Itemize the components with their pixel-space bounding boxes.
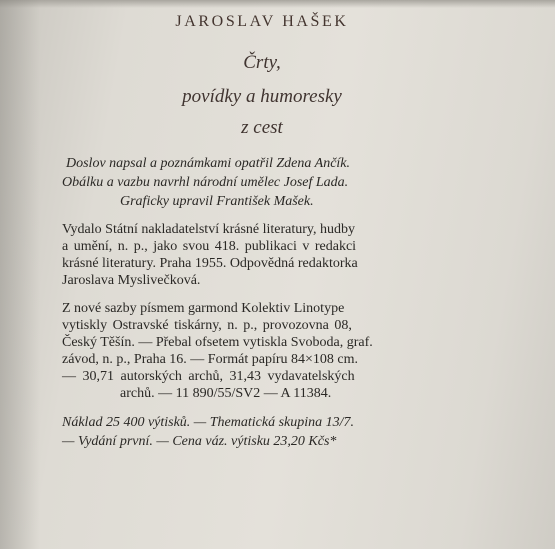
credits-line: Graficky upravil František Mašek. — [120, 194, 314, 209]
title-line-3: z cest — [241, 117, 283, 138]
publisher-line: a umění, n. p., jako svou 418. publikaci v redakci — [62, 239, 357, 254]
edition-line: Náklad 25 400 výtisků. — Thematická skupina 13/7. — [62, 415, 355, 430]
printing-line: vytiskly Ostravské tiskárny, n. p., provozovna 08, — [62, 318, 352, 333]
page-top-shadow — [0, 0, 555, 8]
title-line-2: povídky a humoresky — [182, 86, 342, 107]
printing-line: — 30,71 autorských archů, 31,43 vydavatelských — [62, 369, 355, 384]
printing-line: Český Těšín. — Přebal ofsetem vytiskla Svoboda, graf. — [62, 335, 373, 350]
edition-line: — Vydání první. — Cena váz. výtisku 23,20 Kčs* — [62, 434, 337, 449]
printing-paragraph — [62, 300, 454, 402]
printing-line: archů. — 11 890/55/SV2 — A 11384. — [120, 386, 332, 401]
publisher-paragraph — [62, 221, 452, 289]
page-left-shadow — [0, 0, 40, 549]
credits-block — [62, 154, 462, 211]
credits-line: Obálku a vazbu navrhl národní umělec Josef Lada. — [62, 175, 349, 190]
author-name: JAROSLAV HAŠEK — [175, 13, 349, 30]
credits-line: Doslov napsal a poznámkami opatřil Zdena Ančík. — [66, 156, 351, 171]
publisher-line: Vydalo Státní nakladatelství krásné literatury, hudby — [62, 222, 356, 237]
title-line-1: Črty, — [243, 52, 281, 73]
publisher-line: Jaroslava Myslivečková. — [62, 273, 201, 288]
publisher-line: krásné literatury. Praha 1955. Odpovědná redaktorka — [62, 256, 358, 271]
printing-line: závod, n. p., Praha 16. — Formát papíru 84×108 cm. — [62, 352, 359, 367]
printing-line: Z nové sazby písmem garmond Kolektiv Linotype — [62, 301, 345, 316]
edition-block — [62, 413, 454, 451]
